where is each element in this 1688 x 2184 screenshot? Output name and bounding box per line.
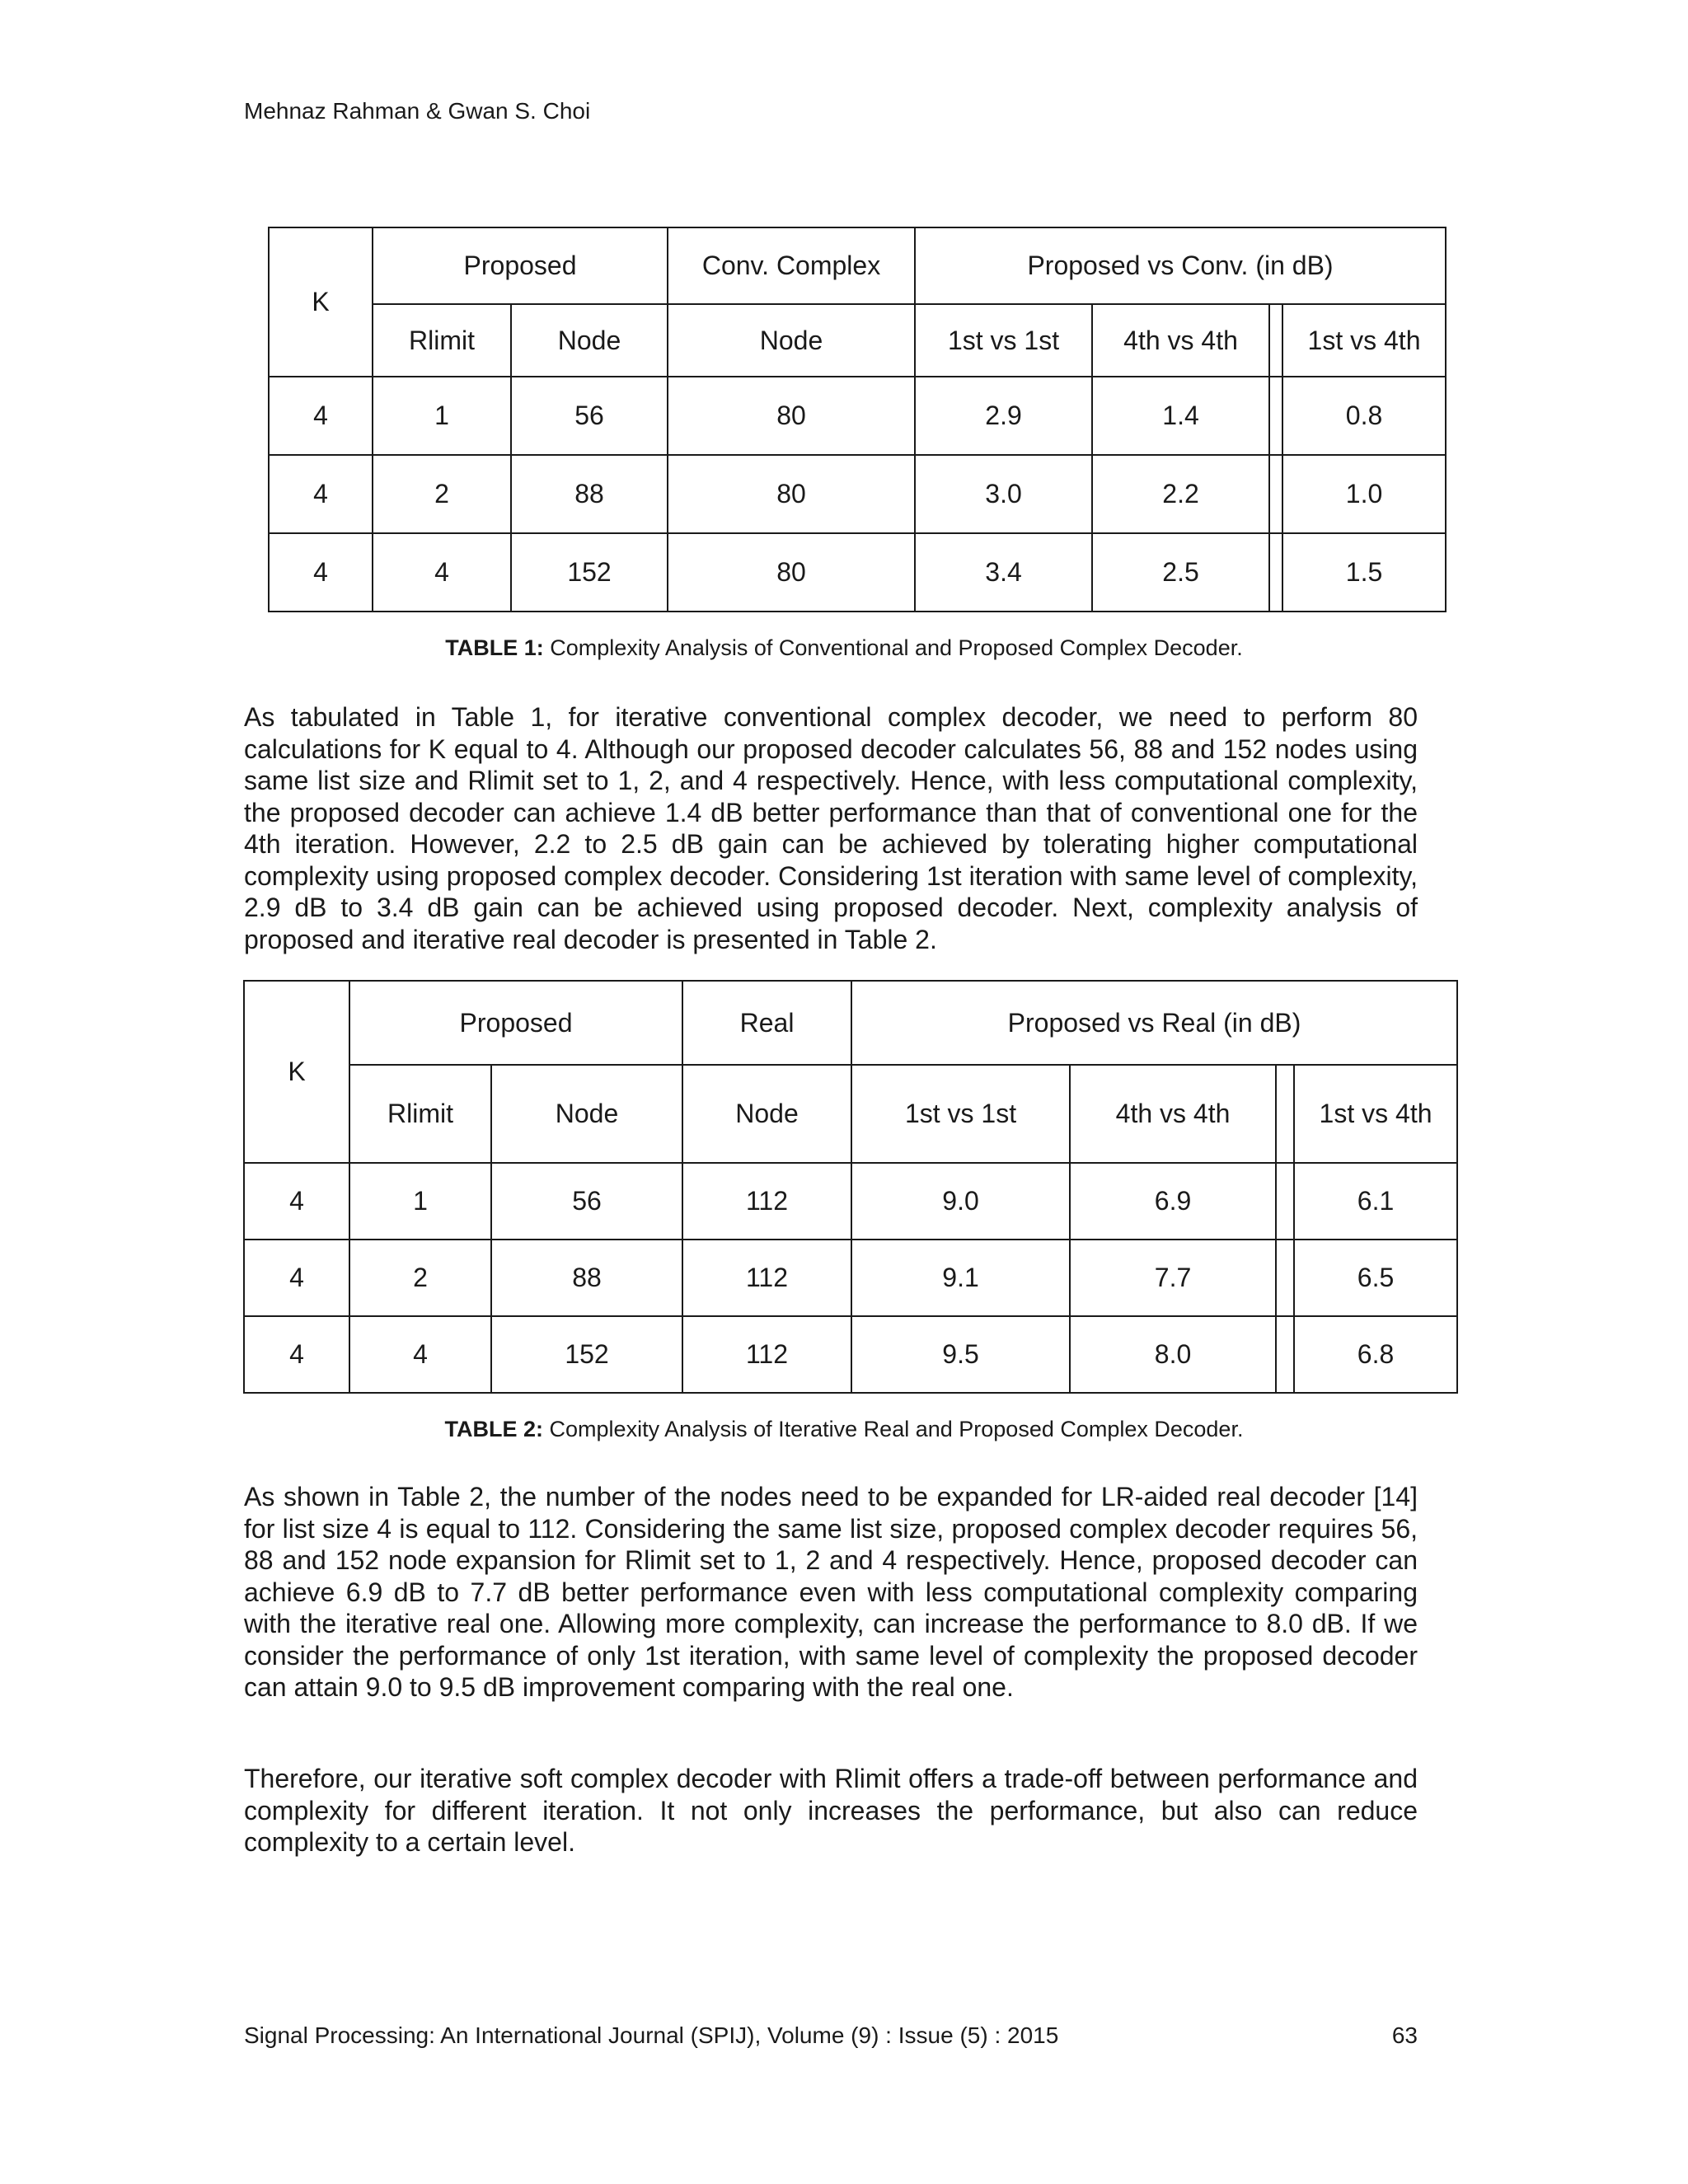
page-footer xyxy=(244,2022,1418,2050)
table-cell: 4 xyxy=(269,533,373,612)
table-cell: 6.5 xyxy=(1294,1240,1457,1316)
table-cell: 2.5 xyxy=(1092,533,1269,612)
table-header-real: Real xyxy=(682,981,851,1065)
table-subheader: Rlimit xyxy=(373,304,511,377)
table-cell: 1.4 xyxy=(1092,377,1269,455)
table-cell: 112 xyxy=(682,1316,851,1393)
paragraph-1: As tabulated in Table 1, for iterative conventional complex decoder, we need to perform 80 calculations for K equal to 4. Although our proposed decoder calculates 56, 88 and 152 nodes using same list size and Rlimit set to 1, 2, and 4 respectively. Hence, with less computational complexity, the proposed decoder can achieve 1.4 dB better performance than that of conventional one for the 4th iteration. However, 2.2 to 2.5 dB gain can be achieved by tolerating higher computational complexity using proposed complex decoder. Considering 1st iteration with same level of complexity, 2.9 dB to 3.4 dB gain can be achieved using proposed decoder. Next, complexity analysis of proposed and iterative real decoder is presented in Table 2. xyxy=(244,702,1418,954)
table-cell: 3.4 xyxy=(915,533,1092,612)
table-header-k: K xyxy=(244,981,349,1163)
table-spacer xyxy=(1269,377,1282,455)
table-subheader: 1st vs 1st xyxy=(915,304,1092,377)
table-spacer xyxy=(1276,1240,1294,1316)
table-header-proposed: Proposed xyxy=(349,981,682,1065)
caption-label: TABLE 1: xyxy=(445,635,544,660)
table-header-k: K xyxy=(269,227,373,377)
table-cell: 1 xyxy=(373,377,511,455)
table-cell: 6.1 xyxy=(1294,1163,1457,1240)
table-cell: 1 xyxy=(349,1163,491,1240)
caption-text: Complexity Analysis of Conventional and Proposed Complex Decoder. xyxy=(543,635,1243,660)
table-cell: 8.0 xyxy=(1070,1316,1276,1393)
table-cell: 2 xyxy=(349,1240,491,1316)
table-cell: 4 xyxy=(244,1240,349,1316)
table-cell: 4 xyxy=(244,1316,349,1393)
table-header-proposed: Proposed xyxy=(373,227,668,304)
table-cell: 2 xyxy=(373,455,511,533)
table-spacer xyxy=(1269,455,1282,533)
paragraph-3: Therefore, our iterative soft complex decoder with Rlimit offers a trade-off between performance and complexity for different iteration. It not only increases the performance, but also can reduce complexity to a certain level. xyxy=(244,1764,1418,1857)
table-cell: 4 xyxy=(269,377,373,455)
table-1 xyxy=(268,227,1447,612)
table-subheader: 1st vs 4th xyxy=(1282,304,1446,377)
table-spacer xyxy=(1276,1316,1294,1393)
table-cell: 112 xyxy=(682,1240,851,1316)
table-row xyxy=(269,377,1446,455)
table-cell: 88 xyxy=(511,455,668,533)
table-header-comparison: Proposed vs Conv. (in dB) xyxy=(915,227,1446,304)
table-row xyxy=(269,533,1446,612)
journal-citation: Signal Processing: An International Journal (SPIJ), Volume (9) : Issue (5) : 2015 xyxy=(244,2022,1059,2048)
table-cell: 56 xyxy=(491,1163,682,1240)
table-cell: 152 xyxy=(491,1316,682,1393)
table-cell: 6.8 xyxy=(1294,1316,1457,1393)
table-cell: 1.0 xyxy=(1282,455,1446,533)
table-cell: 56 xyxy=(511,377,668,455)
table-spacer xyxy=(1269,304,1282,377)
table-cell: 2.9 xyxy=(915,377,1092,455)
table-subheader: Node xyxy=(511,304,668,377)
table-row xyxy=(269,455,1446,533)
table-cell: 9.0 xyxy=(851,1163,1070,1240)
table-1-caption xyxy=(0,635,1688,661)
page-number: 63 xyxy=(1391,2022,1418,2048)
table-cell: 152 xyxy=(511,533,668,612)
table-cell: 4 xyxy=(244,1163,349,1240)
running-header: Mehnaz Rahman & Gwan S. Choi xyxy=(244,98,591,124)
paragraph-2: As shown in Table 2, the number of the nodes need to be expanded for LR-aided real decoder [14] for list size 4 is equal to 112. Considering the same list size, proposed complex decoder requires 56, 88 and 152 node expansion for Rlimit set to 1, 2 and 4 respectively. Hence, proposed decoder can achieve 6.9 dB to 7.7 dB better performance even with less computational complexity comparing with the iterative real one. Allowing more complexity, can increase the performance to 8.0 dB. If we consider the performance of only 1st iteration, with same level of complexity the proposed decoder can attain 9.0 to 9.5 dB improvement comparing with the real one. xyxy=(244,1482,1418,1702)
table-subheader: 1st vs 4th xyxy=(1294,1065,1457,1163)
table-cell: 4 xyxy=(373,533,511,612)
table-subheader: 1st vs 1st xyxy=(851,1065,1070,1163)
table-cell: 4 xyxy=(349,1316,491,1393)
table-cell: 7.7 xyxy=(1070,1240,1276,1316)
table-cell: 3.0 xyxy=(915,455,1092,533)
table-subheader: 4th vs 4th xyxy=(1070,1065,1276,1163)
table-subheader: Node xyxy=(491,1065,682,1163)
table-2 xyxy=(243,980,1458,1394)
table-cell: 112 xyxy=(682,1163,851,1240)
table-subheader: Node xyxy=(682,1065,851,1163)
table-spacer xyxy=(1269,533,1282,612)
table-row xyxy=(244,1316,1457,1393)
table-row xyxy=(244,1163,1457,1240)
table-cell: 6.9 xyxy=(1070,1163,1276,1240)
table-cell: 0.8 xyxy=(1282,377,1446,455)
table-cell: 2.2 xyxy=(1092,455,1269,533)
table-cell: 9.5 xyxy=(851,1316,1070,1393)
table-cell: 1.5 xyxy=(1282,533,1446,612)
table-cell: 80 xyxy=(668,533,915,612)
table-header-comparison: Proposed vs Real (in dB) xyxy=(851,981,1457,1065)
table-cell: 80 xyxy=(668,455,915,533)
table-subheader: Rlimit xyxy=(349,1065,491,1163)
caption-label: TABLE 2: xyxy=(444,1417,544,1441)
table-subheader: 4th vs 4th xyxy=(1092,304,1269,377)
table-spacer xyxy=(1276,1065,1294,1163)
table-subheader: Node xyxy=(668,304,915,377)
table-cell: 9.1 xyxy=(851,1240,1070,1316)
table-cell: 80 xyxy=(668,377,915,455)
table-spacer xyxy=(1276,1163,1294,1240)
table-cell: 4 xyxy=(269,455,373,533)
table-header-conv: Conv. Complex xyxy=(668,227,915,304)
table-cell: 88 xyxy=(491,1240,682,1316)
caption-text: Complexity Analysis of Iterative Real and Proposed Complex Decoder. xyxy=(543,1417,1244,1441)
table-2-caption xyxy=(0,1416,1688,1442)
table-row xyxy=(244,1240,1457,1316)
